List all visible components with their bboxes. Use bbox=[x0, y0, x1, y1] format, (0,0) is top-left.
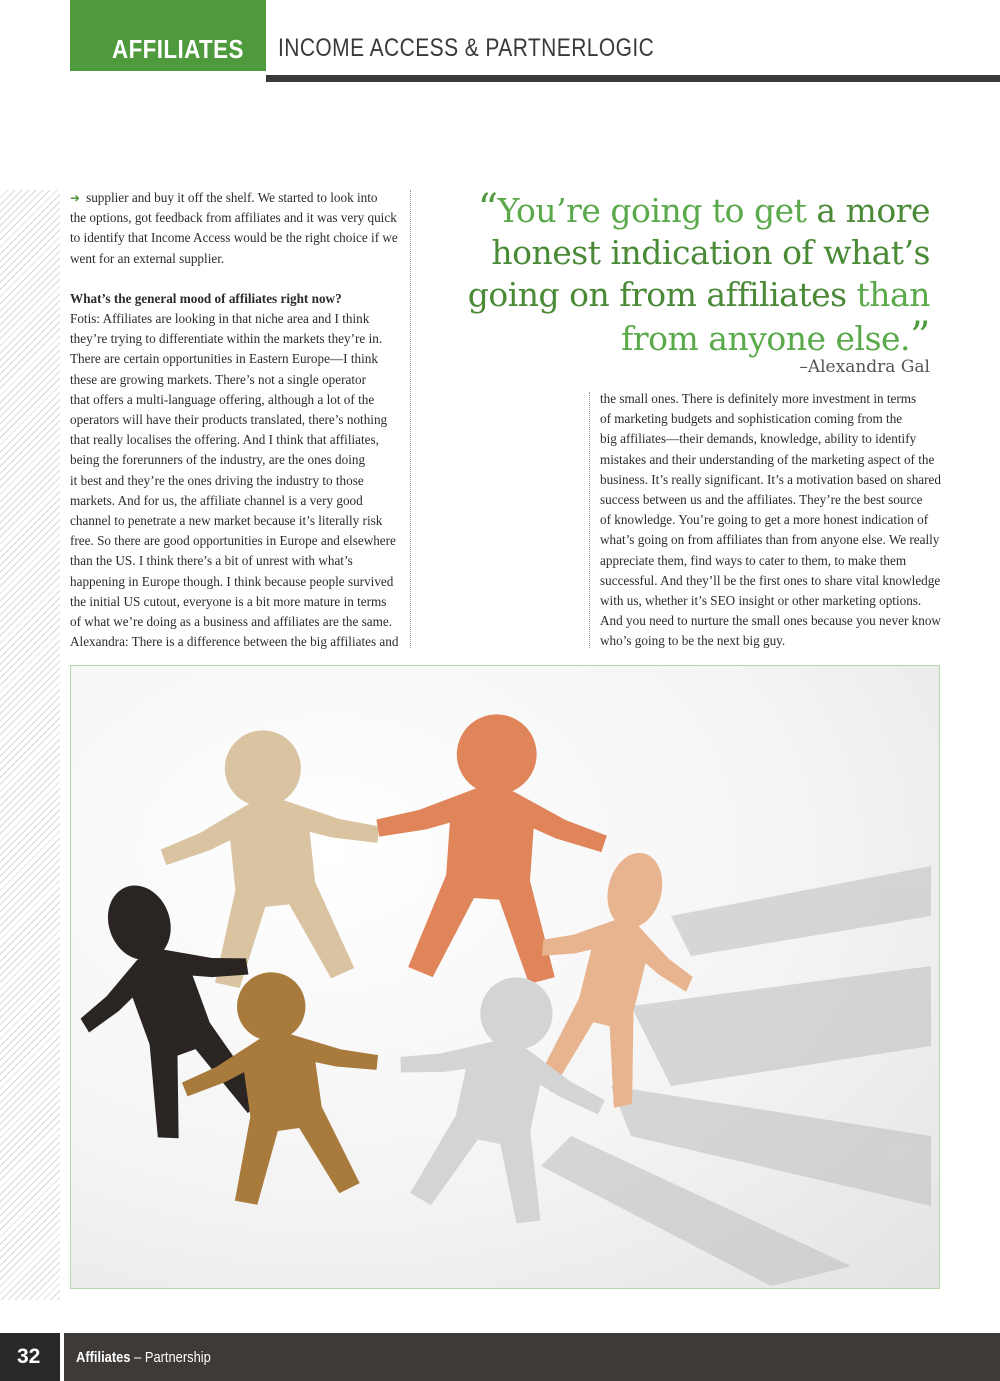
body-line: what’s going on from affiliates than from anyone else. We really bbox=[600, 532, 940, 548]
answer-line: operators will have their products translated, there’s nothing bbox=[70, 412, 388, 428]
paper-people-illustration bbox=[71, 666, 939, 1288]
pull-quote-part: a more bbox=[816, 191, 930, 230]
section-label: AFFILIATES bbox=[112, 34, 244, 64]
body-line: of knowledge. You’re going to get a more honest indication of bbox=[600, 512, 929, 528]
magazine-name: Affiliates bbox=[76, 1349, 131, 1366]
body-line: with us, whether it’s SEO insight or other marketing options. bbox=[600, 593, 922, 609]
answer-line: free. So there are good opportunities in Europe and elsewhere bbox=[70, 533, 396, 549]
answer-line: markets. And for us, the affiliate channel is a very good bbox=[70, 492, 363, 508]
answer-line: Alexandra: There is a difference between the big affiliates and bbox=[70, 634, 399, 650]
section-tab bbox=[70, 0, 266, 71]
pull-quote-part: honest indication of what’s bbox=[491, 233, 930, 272]
body-line: big affiliates—their demands, knowledge, ability to identify bbox=[600, 431, 917, 447]
pull-quote bbox=[430, 188, 930, 360]
footer-publication bbox=[76, 1349, 211, 1366]
header-rule bbox=[266, 75, 1000, 82]
page-number: 32 bbox=[17, 1345, 41, 1368]
question-heading: What’s the general mood of affiliates right now? bbox=[70, 290, 342, 306]
answer-line: it best and they’re the ones driving the industry to those bbox=[70, 472, 364, 488]
open-quote-mark: “ bbox=[477, 186, 498, 232]
pull-quote-part: than bbox=[856, 275, 930, 314]
answer-line: There are certain opportunities in Eastern Europe—I think bbox=[70, 351, 378, 367]
column-divider bbox=[410, 190, 411, 648]
right-column bbox=[600, 389, 942, 652]
left-column bbox=[70, 188, 406, 652]
answer-line: these are growing markets. There’s not a single operator bbox=[70, 371, 367, 387]
footer-separator bbox=[60, 1333, 64, 1381]
intro-line: the options, got feedback from affiliates and it was very quick bbox=[70, 210, 397, 226]
body-line: success between us and the affiliates. They’re the best source bbox=[600, 492, 923, 508]
pull-quote-part: going on from affiliates bbox=[467, 275, 857, 314]
body-line: mistakes and their understanding of the marketing aspect of the bbox=[600, 451, 935, 467]
continue-arrow-icon: ➜ bbox=[70, 191, 81, 205]
intro-line: to identify that Income Access would be the right choice if we bbox=[70, 230, 398, 246]
body-line: business. It’s really significant. It’s a motivation based on shared bbox=[600, 471, 941, 487]
pull-quote-part: You’re going to get bbox=[497, 191, 817, 230]
page-header-title: INCOME ACCESS & PARTNERLOGIC bbox=[278, 34, 655, 62]
page-number-box bbox=[0, 1333, 60, 1381]
answer-line: being the forerunners of the industry, are the ones doing bbox=[70, 452, 366, 468]
body-line: And you need to nurture the small ones because you never know bbox=[600, 613, 941, 629]
close-quote-mark: ” bbox=[910, 314, 930, 360]
issue-name: Partnership bbox=[144, 1349, 211, 1366]
paper-person-beige bbox=[149, 719, 394, 995]
paper-people-photo bbox=[70, 665, 940, 1289]
pull-quote-part: from anyone else. bbox=[621, 319, 911, 358]
body-line: appreciate them, find ways to cater to them, to make them bbox=[600, 552, 907, 568]
answer-line: that really localises the offering. And I think that affiliates, bbox=[70, 432, 379, 448]
answer-line: than the US. I think there’s a bit of unrest with what’s bbox=[70, 553, 353, 569]
answer-line: the initial US cutout, everyone is a bit more mature in terms bbox=[70, 593, 387, 609]
intro-line: went for an external supplier. bbox=[70, 250, 225, 266]
body-line: the small ones. There is definitely more investment in terms bbox=[600, 391, 917, 406]
pull-quote-attribution: –Alexandra Gal bbox=[799, 357, 930, 377]
answer-line: Fotis: Affiliates are looking in that niche area and I think bbox=[70, 311, 370, 327]
answer-line: of what we’re doing as a business and affiliates are the same. bbox=[70, 614, 393, 630]
body-line: successful. And they’ll be the first ones to share vital knowledge bbox=[600, 572, 941, 588]
intro-line: ➜ supplier and buy it off the shelf. We started to look into bbox=[70, 190, 378, 205]
paper-person-gold bbox=[168, 959, 396, 1213]
answer-line: channel to penetrate a new market because it’s literally risk bbox=[70, 513, 383, 529]
body-line: who’s going to be the next big guy. bbox=[600, 633, 786, 649]
body-line: of marketing budgets and sophistication coming from the bbox=[600, 411, 903, 427]
answer-line: they’re trying to differentiate within the markets they’re in. bbox=[70, 331, 383, 347]
side-stripes bbox=[0, 190, 60, 1300]
page-footer bbox=[0, 1333, 1000, 1381]
footer-dash: – bbox=[130, 1349, 145, 1366]
answer-line: that offers a multi-language offering, although a lot of the bbox=[70, 391, 375, 407]
column-divider bbox=[589, 392, 590, 648]
answer-line: happening in Europe though. I think because people survived bbox=[70, 573, 394, 589]
